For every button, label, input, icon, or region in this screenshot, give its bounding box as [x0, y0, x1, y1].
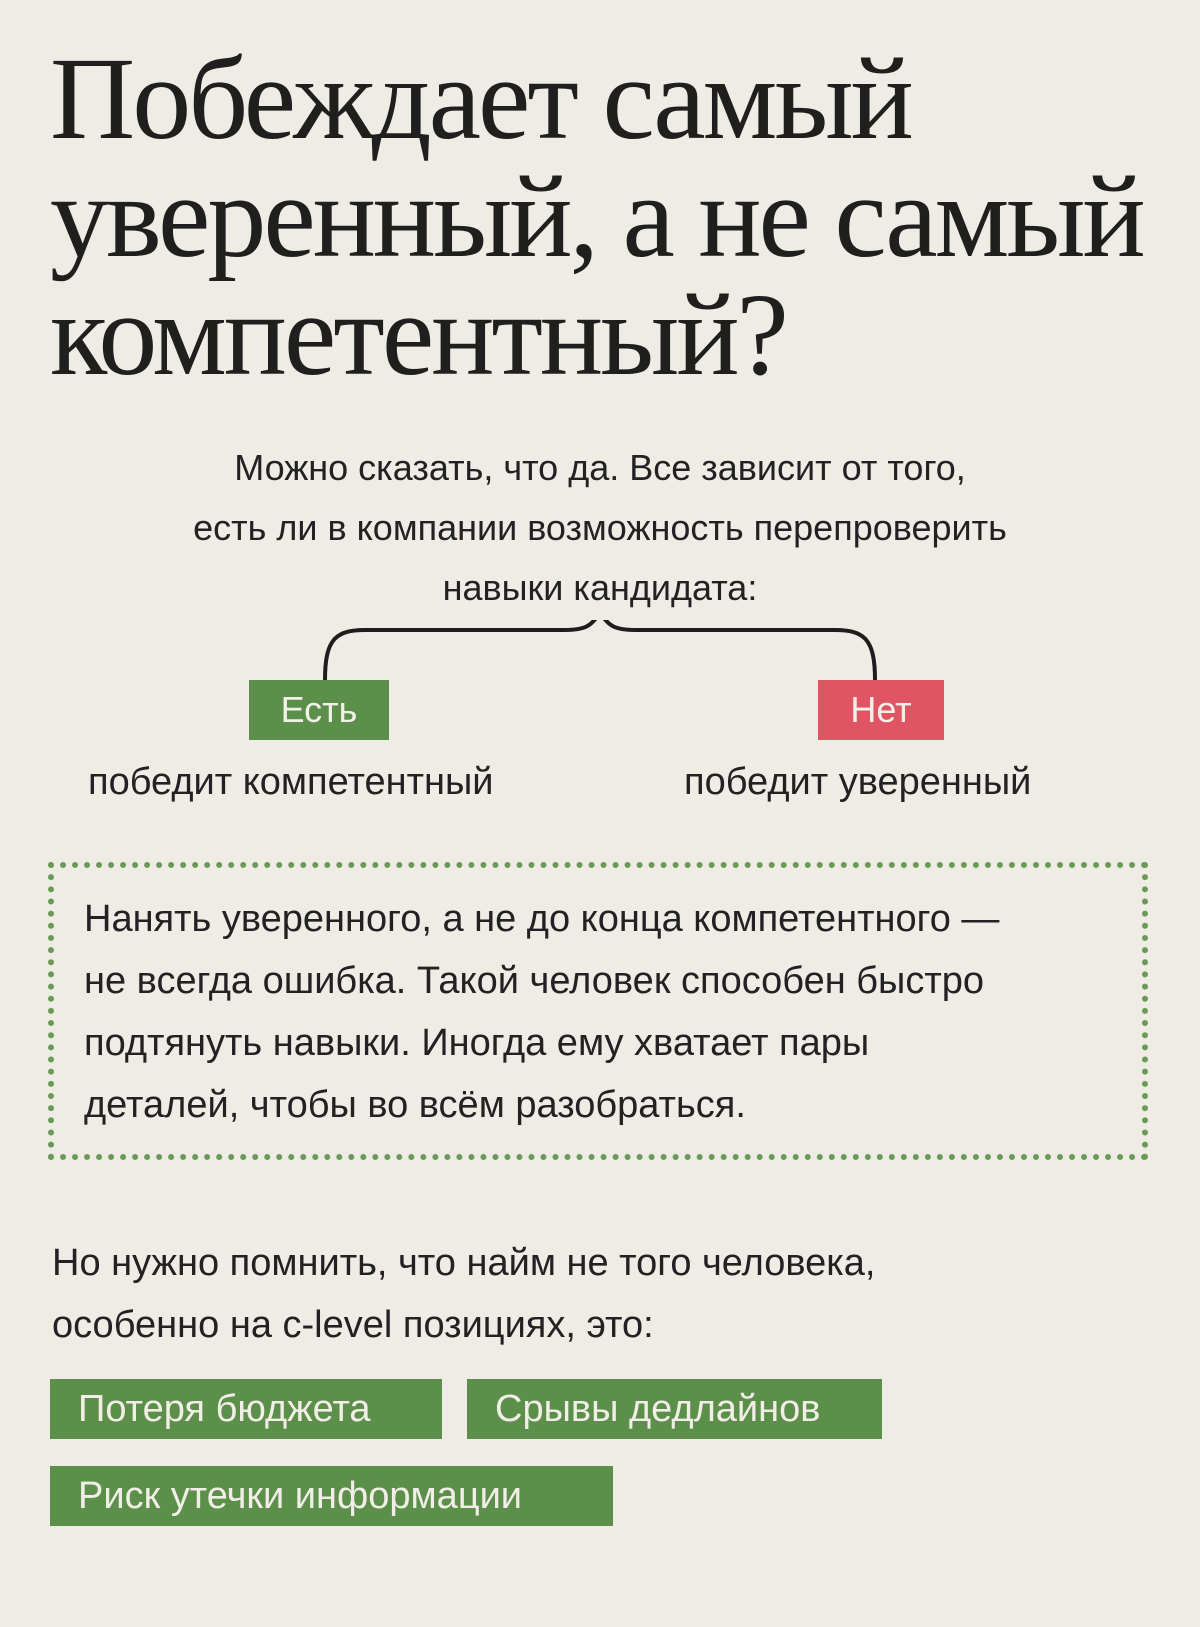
yes-tag: Есть	[249, 680, 389, 740]
note-box	[48, 862, 1148, 1160]
reminder-line: особенно на c-level позициях, это:	[52, 1304, 654, 1346]
intro-line: навыки кандидата:	[442, 567, 758, 608]
note-line: Нанять уверенного, а не до конца компетентного —	[84, 898, 1000, 940]
page-title	[50, 33, 1150, 400]
no-outcome: победит уверенный	[684, 761, 1032, 803]
title-line: уверенный, а не самый	[50, 151, 1143, 282]
note-line: подтянуть навыки. Иногда ему хватает пары	[84, 1022, 870, 1064]
intro-line: есть ли в компании возможность перепроверить	[193, 507, 1007, 548]
title-line: Побеждает самый	[50, 33, 911, 164]
reminder-text	[52, 1232, 1152, 1356]
note-text	[84, 888, 1124, 1136]
intro-text	[60, 438, 1140, 618]
intro-line: Можно сказать, что да. Все зависит от того,	[234, 447, 966, 488]
note-line: не всегда ошибка. Такой человек способен быстро	[84, 960, 985, 1002]
risk-chip-deadlines: Срывы дедлайнов	[467, 1379, 882, 1439]
title-line: компетентный?	[50, 269, 786, 400]
risk-chip-leak: Риск утечки информации	[50, 1466, 613, 1526]
curly-brace-icon	[320, 620, 880, 680]
note-line: деталей, чтобы во всём разобраться.	[84, 1084, 746, 1126]
reminder-line: Но нужно помнить, что найм не того человека,	[52, 1242, 876, 1284]
yes-outcome: победит компетентный	[88, 761, 494, 803]
no-tag: Нет	[818, 680, 944, 740]
risk-chip-budget: Потеря бюджета	[50, 1379, 442, 1439]
